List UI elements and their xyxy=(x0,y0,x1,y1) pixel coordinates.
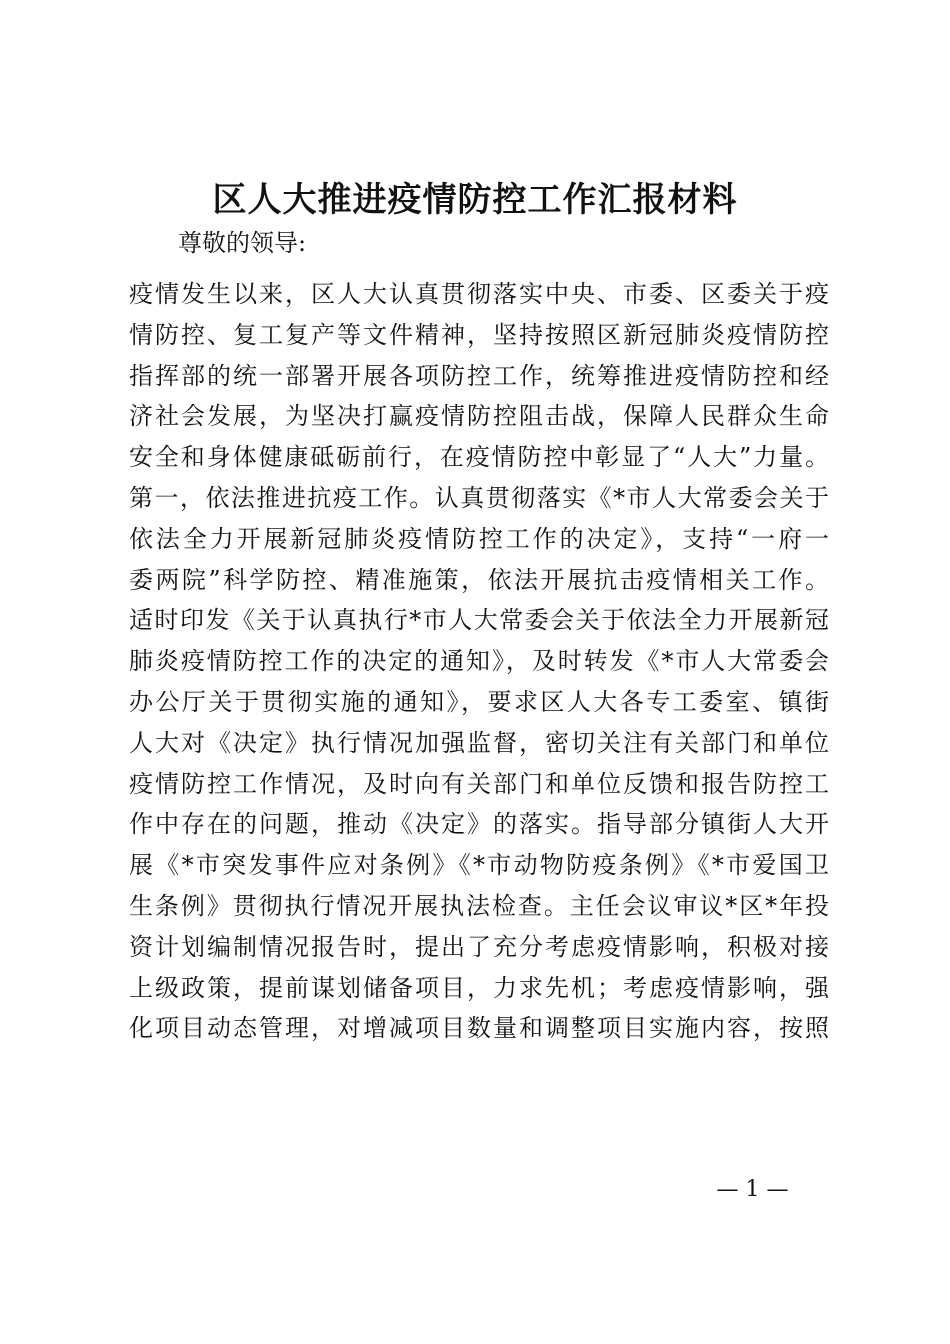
text-line: 第一，依法推进抗疫工作。认真贯彻落实《*市人大常委会关于 xyxy=(129,483,829,512)
text-line: 办公厅关于贯彻实施的通知》，要求区人大各专工委室、镇街 xyxy=(129,687,829,716)
body-text xyxy=(129,274,829,1049)
text-line: 肺炎疫情防控工作的决定的通知》，及时转发《*市人大常委会 xyxy=(129,647,829,676)
text-line: 作中存在的问题，推动《决定》的落实。指导部分镇街人大开 xyxy=(129,810,829,839)
text-line: 疫情发生以来，区人大认真贯彻落实中央、市委、区委关于疫 xyxy=(129,280,829,308)
salutation: 尊敬的领导: xyxy=(178,229,307,257)
text-line: 指挥部的统一部署开展各项防控工作，统筹推进疫情防控和经 xyxy=(129,361,829,390)
text-line: 疫情防控工作情况，及时向有关部门和单位反馈和报告防控工 xyxy=(129,769,829,798)
document-title: 区人大推进疫情防控工作汇报材料 xyxy=(212,180,738,220)
text-line: 化项目动态管理，对增减项目数量和调整项目实施内容，按照 xyxy=(129,1014,829,1043)
text-line: 展《*市突发事件应对条例》《*市动物防疫条例》《*市爱国卫 xyxy=(129,851,829,880)
text-line: 委两院”科学防控、精准施策，依法开展抗击疫情相关工作。 xyxy=(129,565,829,594)
text-line: 安全和身体健康砥砺前行，在疫情防控中彰显了“人大”力量。 xyxy=(129,443,829,472)
text-line: 济社会发展，为坚决打赢疫情防控阻击战，保障人民群众生命 xyxy=(129,402,829,431)
text-line: 上级政策，提前谋划储备项目，力求先机；考虑疫情影响，强 xyxy=(129,973,829,1002)
text-line: 资计划编制情况报告时，提出了充分考虑疫情影响，积极对接 xyxy=(129,932,829,961)
text-line: 生条例》贯彻执行情况开展执法检查。主任会议审议*区*年投 xyxy=(129,891,829,920)
page-number: — 1 — xyxy=(716,1177,789,1202)
text-line: 人大对《决定》执行情况加强监督，密切关注有关部门和单位 xyxy=(129,728,829,757)
text-line: 依法全力开展新冠肺炎疫情防控工作的决定》，支持“一府一 xyxy=(129,524,829,553)
text-line: 适时印发《关于认真执行*市人大常委会关于依法全力开展新冠 xyxy=(129,606,829,635)
text-line: 情防控、复工复产等文件精神，坚持按照区新冠肺炎疫情防控 xyxy=(129,320,829,349)
